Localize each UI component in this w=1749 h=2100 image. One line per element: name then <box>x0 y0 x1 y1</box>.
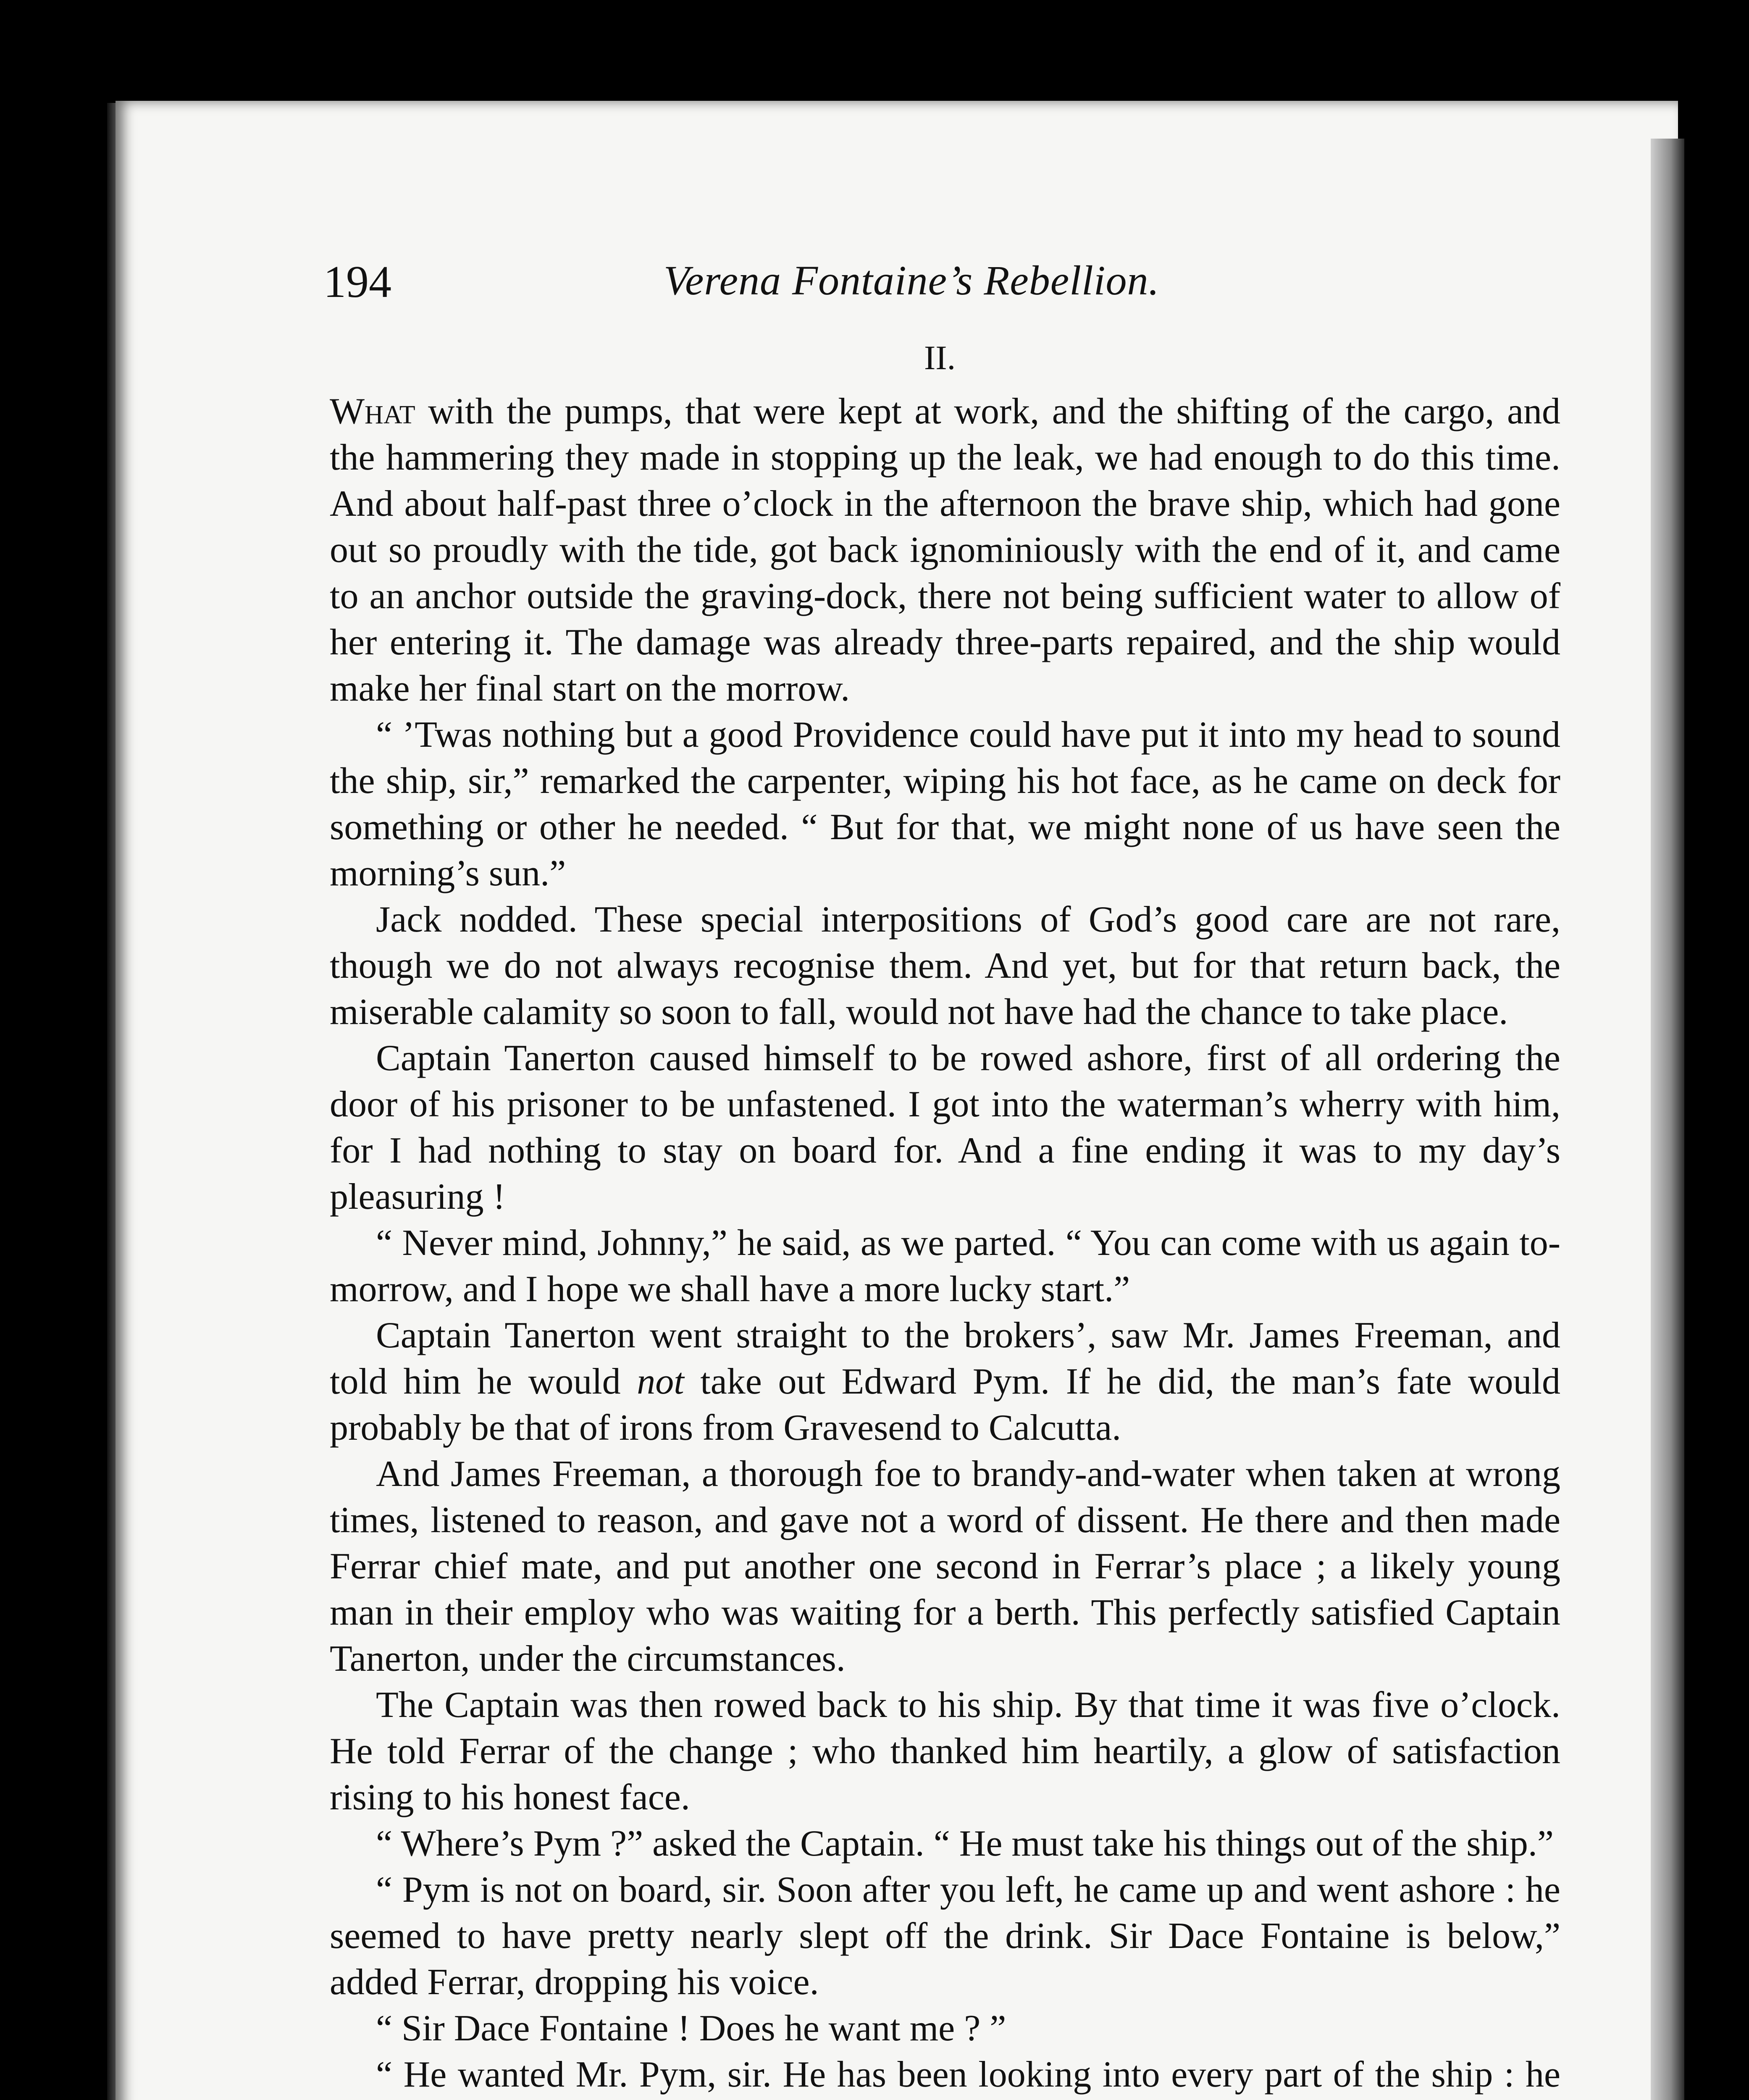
running-title: Verena Fontaine’s Rebellion. <box>664 257 1160 304</box>
paragraph-text: with the pumps, that were kept at work, and the shifting of the cargo, and the hammering they made in stopping up the leak, we had enough to do this time. And about half-past three o’clock in the afternoon the brave ship, which had gone out so proudly with the tide, got back ignominiously with the end of it, and came to an anchor outside the graving-dock, there not being sufficient water to allow of her entering it. The damage was already three-parts repaired, and the ship would make her final start on the morrow. <box>330 391 1560 709</box>
paragraph-7: And James Freeman, a thorough foe to brandy-and-water when taken at wrong times, listened to reason, and gave not a word of dissent. He there and then made Ferrar chief mate, and put another one second in Ferrar’s place ; a likely young man in their employ who was waiting for a berth. This perfectly satisfied Captain Tanerton, under the circumstances. <box>330 1454 1560 1679</box>
paragraph-5: “ Never mind, Johnny,” he said, as we parted. “ You can come with us again to-morrow, and I hope we shall have a more lucky start.” <box>330 1223 1560 1310</box>
paragraph-text: take out Edward Pym. If he did, the man’s fate would probably be that of irons from Gravesend to Calcutta. <box>330 1361 1560 1448</box>
paragraph-text: Captain Tanerton went straight to the brokers’, saw Mr. James Freeman, and told him he would <box>330 1315 1560 1402</box>
section-number: II. <box>924 339 956 377</box>
page-header <box>323 248 1575 311</box>
paragraph-12: “ He wanted Mr. Pym, sir. He has been looking into every part of the ship : he <box>376 2054 1560 2095</box>
paragraph-11: “ Sir Dace Fontaine ! Does he want me ? ” <box>376 2008 1006 2049</box>
paragraph-8: The Captain was then rowed back to his ship. By that time it was five o’clock. He told Ferrar of the change ; who thanked him heartily, a glow of satisfaction rising to his honest face. <box>330 1685 1560 1818</box>
paragraph-6 <box>330 1312 1560 1451</box>
paragraph-9: “ Where’s Pym ?” asked the Captain. “ He must take his things out of the ship.” <box>376 1823 1554 1864</box>
paragraph-1 <box>330 388 1560 712</box>
emphasized-word: not <box>637 1361 684 1402</box>
page-number: 194 <box>323 257 391 307</box>
paragraph-2: “ ’Twas nothing but a good Providence could have put it into my head to sound the ship, sir,” remarked the carpenter, wiping his hot face, as he came on deck for something or other he needed. “ But for that, we might none of us have seen the morning’s sun.” <box>330 714 1560 894</box>
body-text <box>330 388 1560 2100</box>
paragraph-4: Captain Tanerton caused himself to be rowed ashore, first of all ordering the door of his prisoner to be unfastened. I got into the waterman’s wherry with him, for I had nothing to stay on board for. And a fine ending it was to my day’s pleasuring ! <box>330 1038 1560 1217</box>
paragraph-lead-word: What <box>330 391 415 432</box>
paragraph-10: “ Pym is not on board, sir. Soon after you left, he came up and went ashore : he seemed to have pretty nearly slept off the drink. Sir Dace Fontaine is below,” added Ferrar, dropping his voice. <box>330 1869 1560 2003</box>
next-page-edge <box>1651 139 1684 2100</box>
paragraph-3: Jack nodded. These special interpositions of God’s good care are not rare, though we do not always recognise them. And yet, but for that return back, the miserable calamity so soon to fall, would not have had the chance to take place. <box>330 899 1560 1032</box>
